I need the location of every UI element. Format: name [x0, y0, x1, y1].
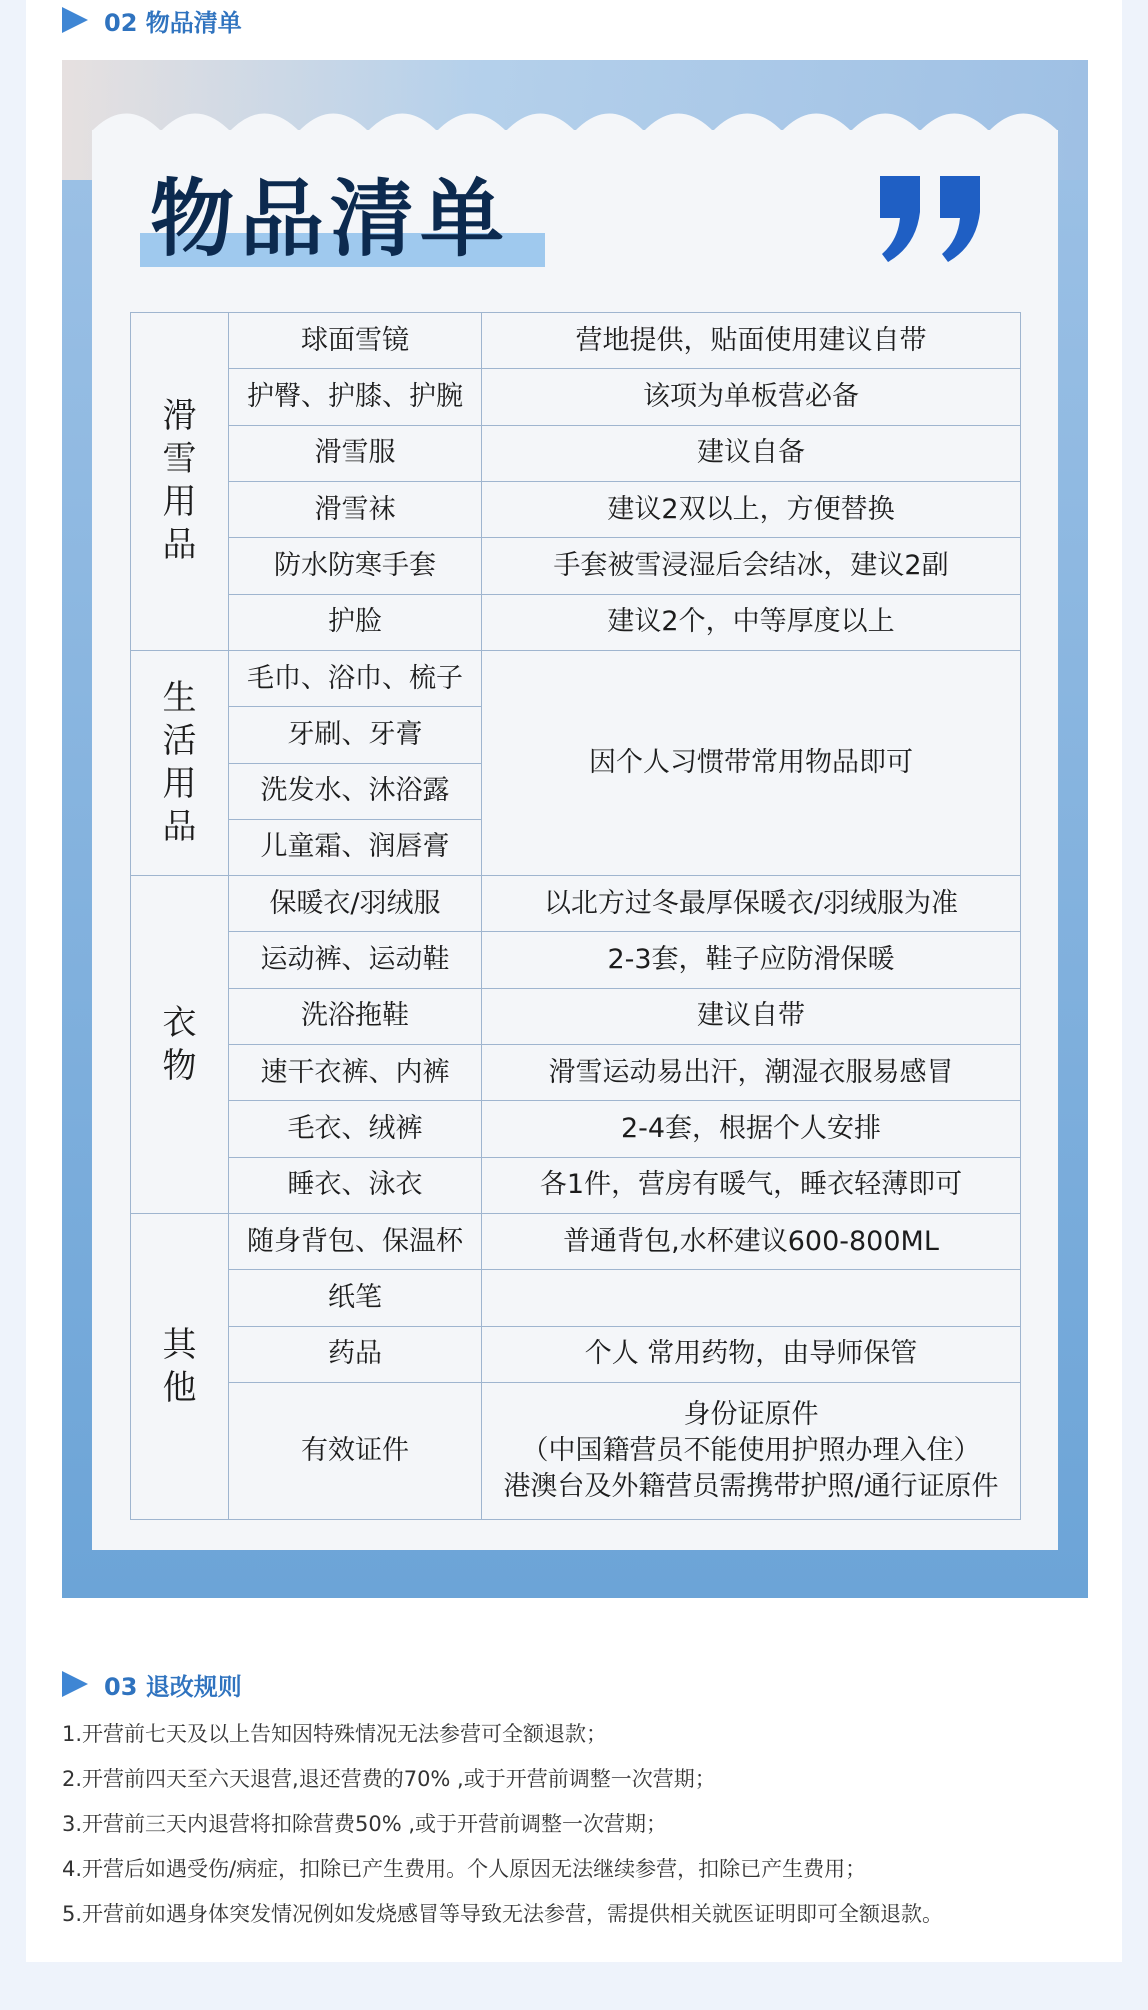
note-cell: 手套被雪浸湿后会结冰，建议2副: [482, 538, 1021, 594]
item-cell: 洗浴拖鞋: [229, 988, 482, 1044]
note-cell: 建议2双以上，方便替换: [482, 481, 1021, 537]
rule-item: 3.开营前三天内退营将扣除营费50% ,或于开营前调整一次营期；: [62, 1812, 668, 1836]
table-row: [131, 650, 1021, 706]
section-title: 03 退改规则: [104, 1672, 242, 1701]
note-line: 港澳台及外籍营员需携带护照/通行证原件: [503, 1470, 999, 1502]
note-cell: 以北方过冬最厚保暖衣/羽绒服为准: [482, 876, 1021, 932]
note-cell: 营地提供，贴面使用建议自带: [482, 313, 1021, 369]
item-cell: 保暖衣/羽绒服: [229, 876, 482, 932]
table-row: [131, 313, 1021, 369]
item-cell: 运动裤、运动鞋: [229, 932, 482, 988]
note-cell: [482, 1270, 1021, 1326]
item-cell: 速干衣裤、内裤: [229, 1045, 482, 1101]
table-row: [131, 1270, 1021, 1326]
item-cell: 滑雪袜: [229, 481, 482, 537]
note-cell: 各1件，营房有暖气，睡衣轻薄即可: [482, 1157, 1021, 1213]
table-row: [131, 538, 1021, 594]
table-row: [131, 988, 1021, 1044]
table-row: [131, 932, 1021, 988]
table-row: [131, 876, 1021, 932]
note-cell: 因个人习惯带常用物品即可: [482, 650, 1021, 875]
item-cell: 护臀、护膝、护腕: [229, 369, 482, 425]
table-row: [131, 425, 1021, 481]
note-cell: 个人 常用药物，由导师保管: [482, 1326, 1021, 1382]
note-cell: 建议自备: [482, 425, 1021, 481]
play-triangle-icon: [62, 1671, 88, 1697]
rule-item: 4.开营后如遇受伤/病症，扣除已产生费用。个人原因无法继续参营，扣除已产生费用；: [62, 1857, 867, 1881]
note-line: 身份证原件: [683, 1398, 819, 1430]
table-row: [131, 1045, 1021, 1101]
quote-mark-icon: [878, 172, 988, 264]
note-cell: 建议2个，中等厚度以上: [482, 594, 1021, 650]
item-cell: 随身背包、保温杯: [229, 1214, 482, 1270]
rule-item: 2.开营前四天至六天退营,退还营费的70% ,或于开营前调整一次营期；: [62, 1767, 716, 1791]
note-cell: 滑雪运动易出汗，潮湿衣服易感冒: [482, 1045, 1021, 1101]
item-cell: 纸笔: [229, 1270, 482, 1326]
table-row: [131, 1326, 1021, 1382]
rule-item: 5.开营前如遇身体突发情况例如发烧感冒等导致无法参营，需提供相关就医证明即可全额退款。: [62, 1902, 944, 1926]
poster-title: [150, 165, 540, 273]
note-cell: 2-3套，鞋子应防滑保暖: [482, 932, 1021, 988]
table-row: [131, 1101, 1021, 1157]
table-row: [131, 1157, 1021, 1213]
item-cell: 有效证件: [229, 1382, 482, 1519]
item-cell: 毛衣、绒裤: [229, 1101, 482, 1157]
item-cell: 球面雪镜: [229, 313, 482, 369]
note-cell: 2-4套，根据个人安排: [482, 1101, 1021, 1157]
item-cell: 护脸: [229, 594, 482, 650]
category-cell: 衣 物: [131, 876, 229, 1214]
category-cell: 生 活 用 品: [131, 650, 229, 875]
item-cell: 防水防寒手套: [229, 538, 482, 594]
table-row: [131, 1382, 1021, 1519]
section-header-rules: [62, 1664, 242, 1704]
category-cell: 滑 雪 用 品: [131, 313, 229, 651]
item-cell: 滑雪服: [229, 425, 482, 481]
checklist-table: [130, 312, 1021, 1520]
category-cell: 其 他: [131, 1214, 229, 1520]
table-row: [131, 594, 1021, 650]
note-cell: 该项为单板营必备: [482, 369, 1021, 425]
note-cell: 建议自带: [482, 988, 1021, 1044]
item-cell: 儿童霜、润唇膏: [229, 819, 482, 875]
poster-title-text: 物品清单: [150, 170, 511, 268]
note-cell: [482, 1382, 1021, 1519]
section-header-items: [62, 0, 242, 40]
rule-item: 1.开营前七天及以上告知因特殊情况无法参营可全额退款；: [62, 1722, 608, 1746]
refund-rules-list: [62, 1712, 1102, 1937]
table-row: [131, 1214, 1021, 1270]
table-row: [131, 369, 1021, 425]
note-line: （中国籍营员不能使用护照办理入住）: [521, 1434, 981, 1466]
item-cell: 睡衣、泳衣: [229, 1157, 482, 1213]
item-cell: 毛巾、浴巾、梳子: [229, 650, 482, 706]
item-cell: 药品: [229, 1326, 482, 1382]
play-triangle-icon: [62, 7, 88, 33]
section-title: 02 物品清单: [104, 8, 242, 37]
item-cell: 洗发水、沐浴露: [229, 763, 482, 819]
note-cell: 普通背包,水杯建议600-800ML: [482, 1214, 1021, 1270]
item-cell: 牙刷、牙膏: [229, 707, 482, 763]
table-row: [131, 481, 1021, 537]
